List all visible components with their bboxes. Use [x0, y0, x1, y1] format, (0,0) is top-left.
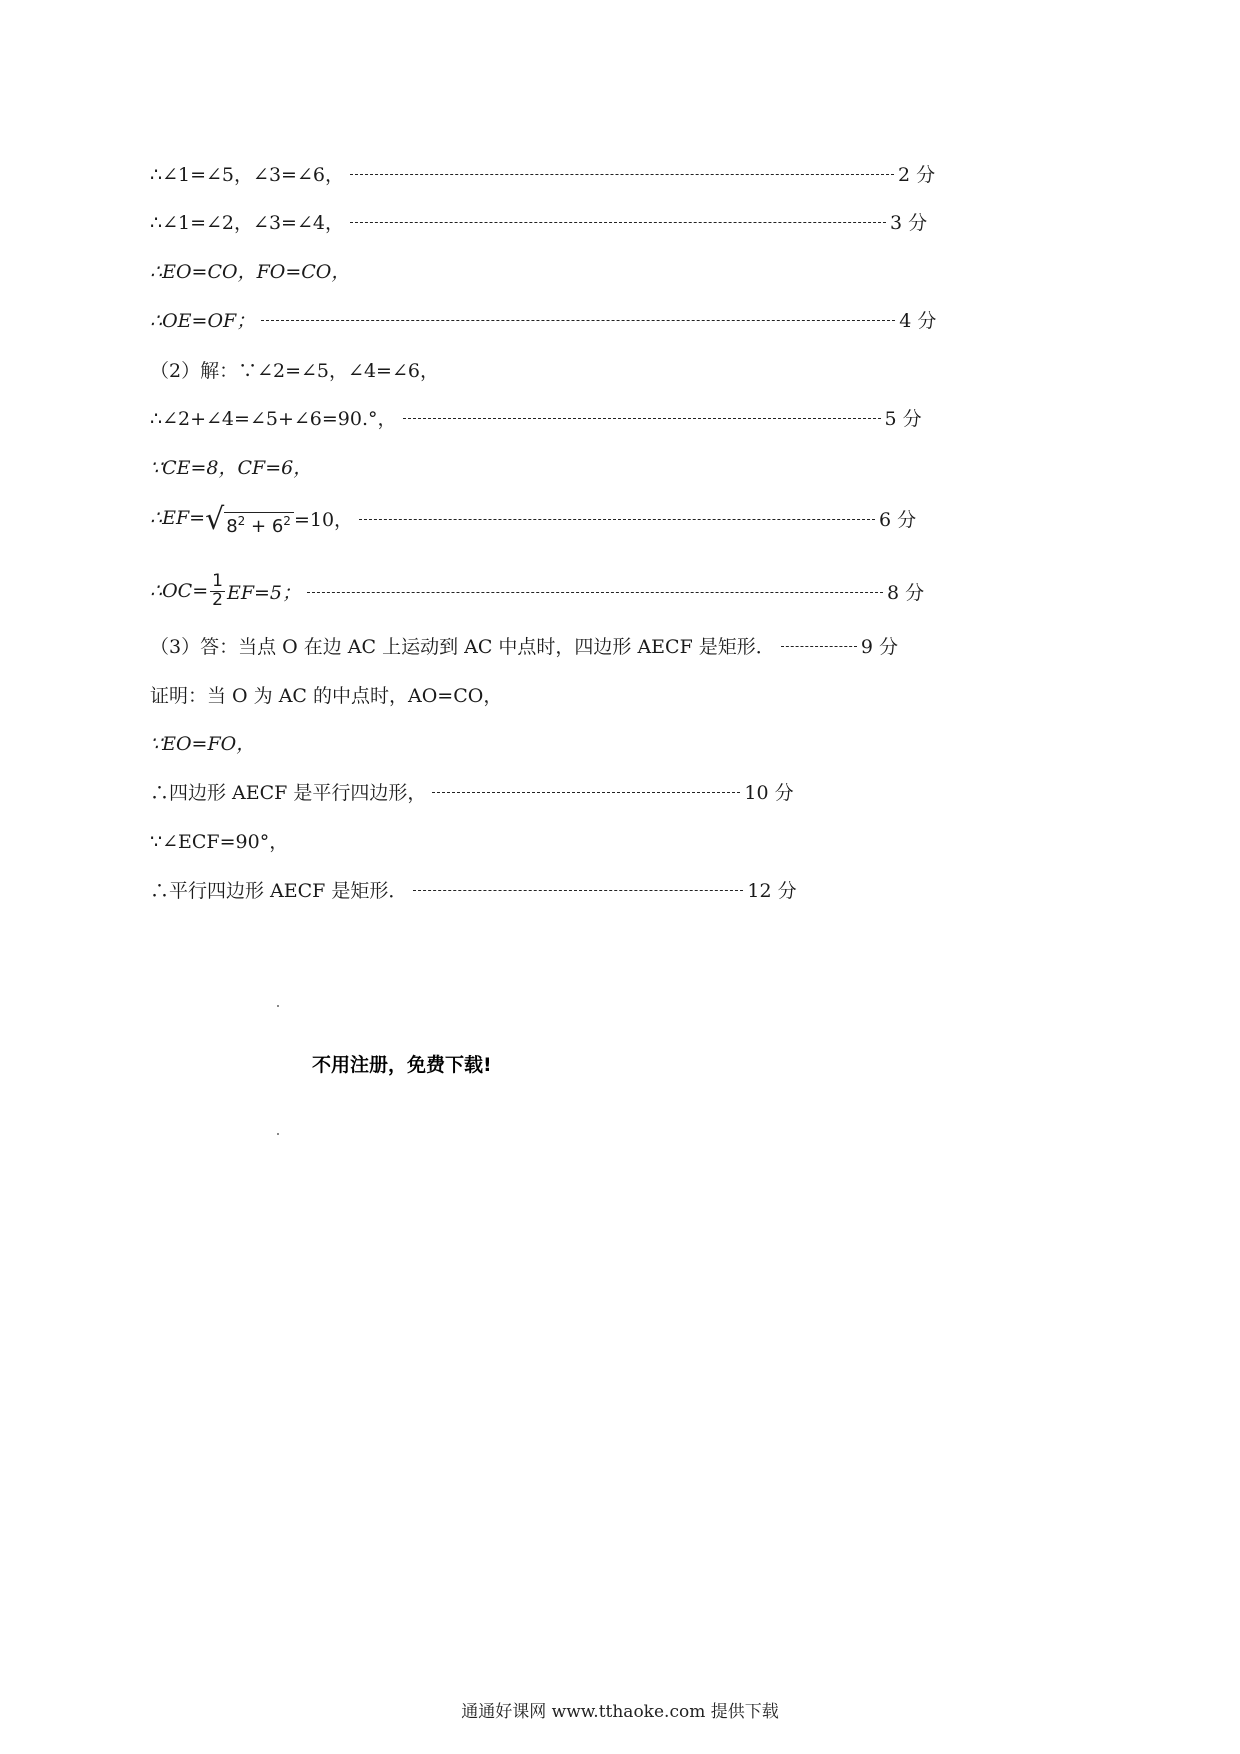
radicand-term-a: 8 — [226, 516, 238, 538]
radicand-term-b: 6 — [271, 516, 284, 538]
score-label: 3 分 — [889, 211, 928, 234]
line-text: （2）解：∵∠2=∠5，∠4=∠6， — [150, 359, 439, 382]
dash-leader — [350, 174, 894, 175]
solution-line-4 — [150, 304, 936, 334]
line-suffix: =10， — [293, 508, 354, 531]
line-prefix: ∴OC= — [150, 580, 209, 602]
solution-line-8 — [150, 502, 917, 538]
solution-line-10 — [150, 630, 898, 660]
dash-leader — [261, 320, 895, 321]
solution-line-14 — [150, 825, 288, 855]
line-text: ∴四边形 AECF 是平行四边形， — [150, 781, 427, 804]
line-text: ∴OE=OF； — [150, 309, 256, 332]
solution-line-9 — [150, 568, 924, 614]
solution-line-5 — [150, 354, 439, 384]
line-text: ∵EO=FO， — [150, 732, 256, 755]
line-text: 证明：当 O 为 AC 的中点时，AO=CO， — [150, 684, 503, 707]
dash-leader — [781, 646, 857, 647]
solution-line-6 — [150, 402, 922, 432]
scan-speck — [277, 1133, 279, 1135]
line-text: ∴∠2+∠4=∠5+∠6=90.°， — [150, 407, 397, 430]
fraction-numerator: 1 — [212, 570, 223, 591]
exponent-a: 2 — [237, 514, 246, 529]
solution-line-11 — [150, 679, 502, 709]
radicand — [224, 512, 294, 537]
line-text: ∵∠ECF=90°， — [150, 830, 289, 853]
dash-leader — [307, 592, 883, 593]
line-text: ∴∠1=∠2，∠3=∠4， — [150, 211, 344, 234]
solution-line-13 — [150, 776, 794, 806]
dash-leader — [413, 890, 743, 891]
square-root-expression — [205, 502, 294, 538]
line-text: ∴∠1=∠5，∠3=∠6， — [150, 163, 344, 186]
line-suffix: EF=5； — [226, 581, 302, 604]
solution-line-3 — [150, 255, 350, 285]
radical-sign: √ — [205, 502, 225, 537]
score-label: 8 分 — [887, 581, 925, 604]
plus-sign: + — [251, 516, 267, 538]
score-label: 10 分 — [744, 781, 794, 804]
score-label: 2 分 — [897, 163, 936, 186]
line-text: ∵CE=8，CF=6， — [150, 456, 313, 479]
dash-leader — [432, 792, 740, 793]
line-text: （3）答：当点 O 在边 AC 上运动到 AC 中点时，四边形 AECF 是矩形． — [150, 635, 775, 658]
dash-leader — [403, 418, 881, 419]
solution-line-1 — [150, 158, 935, 188]
solution-line-15 — [150, 874, 797, 904]
dash-leader — [359, 519, 875, 520]
line-text: ∴平行四边形 AECF 是矩形． — [150, 879, 408, 902]
score-label: 5 分 — [884, 407, 922, 430]
dash-leader — [350, 222, 886, 223]
exponent-b: 2 — [283, 514, 291, 529]
line-text: ∴EO=CO，FO=CO， — [150, 260, 351, 283]
score-label: 12 分 — [747, 879, 797, 902]
solution-line-2 — [150, 206, 927, 236]
footer-source: 通通好课网 www.tthaoke.com 提供下载 — [461, 1702, 779, 1722]
solution-line-12 — [150, 727, 255, 757]
fraction-one-half — [210, 570, 225, 610]
solution-line-7 — [150, 451, 312, 481]
score-label: 6 分 — [879, 508, 917, 531]
fraction-denominator: 2 — [212, 589, 223, 610]
scan-speck — [277, 1005, 279, 1007]
score-label: 9 分 — [860, 635, 898, 658]
line-prefix: ∴EF= — [150, 507, 206, 529]
promo-text: 不用注册，免费下载! — [312, 1054, 492, 1076]
score-label: 4 分 — [899, 309, 937, 332]
